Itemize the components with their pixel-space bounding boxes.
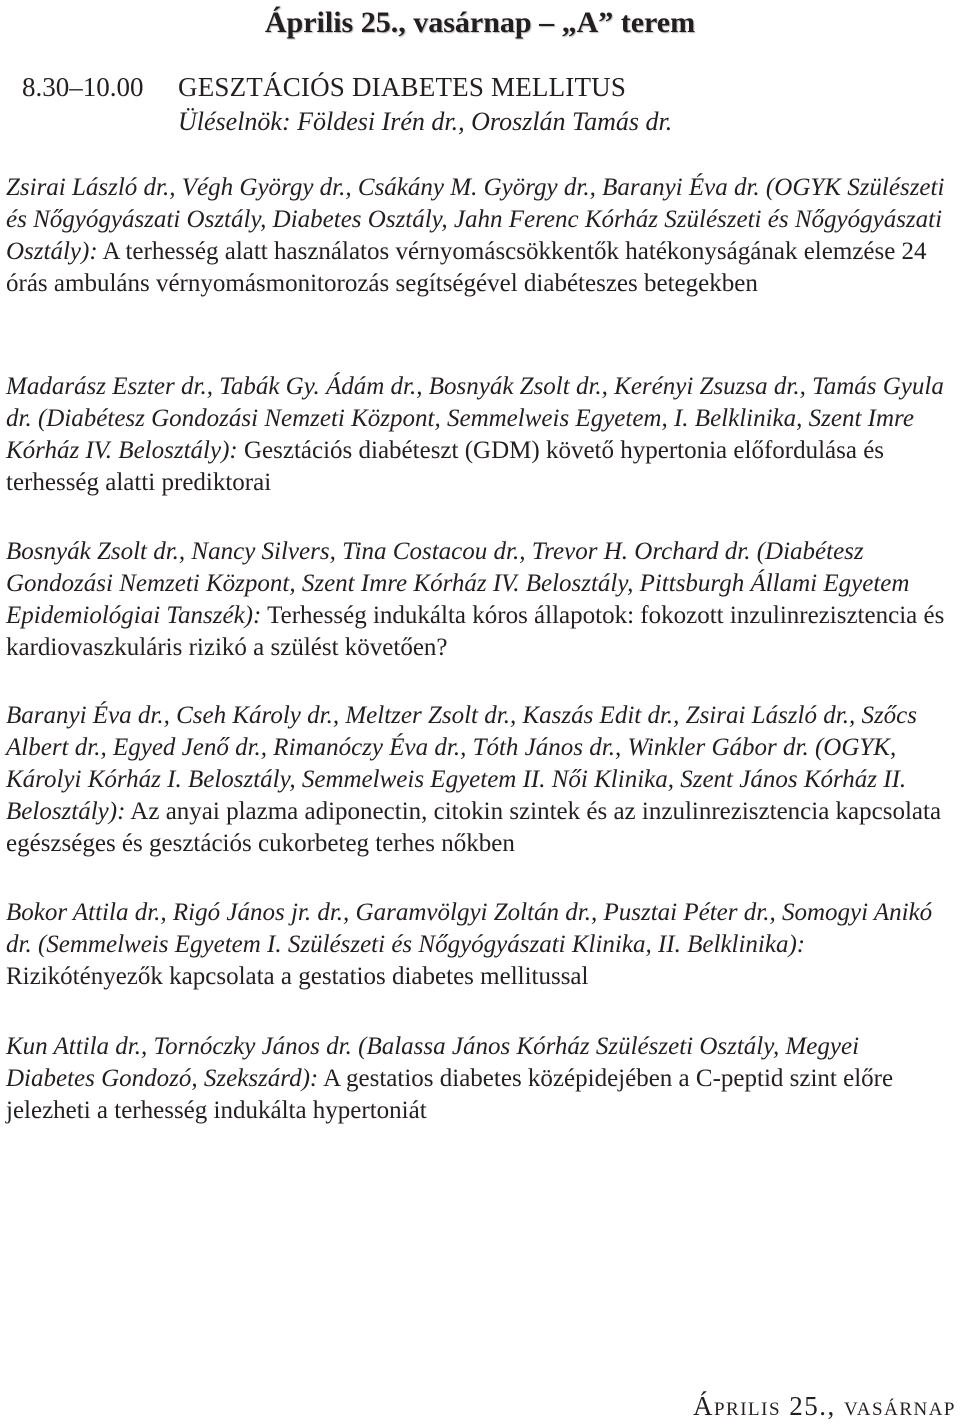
abstract-authors: Madarász Eszter dr., Tabák Gy. Ádám dr., Bosnyák Zsolt dr., Kerényi Zsuzsa dr., Tamás Gyula dr. (Diabétesz Gondozási Nemzeti Központ, Semmelweis Egyetem, I. Belklinika, Szent Imre Kórház IV. Belosztály): xyxy=(6,373,944,464)
abstract-2 xyxy=(6,371,954,499)
abstract-authors: Zsirai László dr., Végh György dr., Csákány M. György dr., Baranyi Éva dr. (OGYK Szülészeti és Nőgyógyászati Osztály, Diabetes Osztály, Jahn Ferenc Kórház Szülészeti és Nőgyógyászati Osztály): xyxy=(6,174,945,265)
abstract-authors: Kun Attila dr., Tornóczky János dr. (Balassa János Kórház Szülészeti Osztály, Megyei Diabetes Gondozó, Szekszárd): xyxy=(6,1033,860,1092)
abstract-title: Terhesség indukálta kóros állapotok: fokozott inzulinrezisztencia és kardiovaszkuláris rizikó a szülést követően? xyxy=(6,602,945,661)
abstract-3 xyxy=(6,536,954,664)
abstract-title: A gestatios diabetes középidejében a C-peptid szint előre jelezheti a terhesség indukálta hypertoniát xyxy=(6,1065,894,1124)
running-head: Április 25., vasárnap xyxy=(692,1391,956,1421)
abstract-authors: Bosnyák Zsolt dr., Nancy Silvers, Tina Costacou dr., Trevor H. Orchard dr. (Diabétesz Gondozási Nemzeti Központ, Szent Imre Kórház IV. Belosztály, Pittsburgh Állami Egyetem Epidemiológiai Tanszék): xyxy=(6,538,910,629)
abstract-5 xyxy=(6,897,954,993)
page-title: Április 25., vasárnap – „A” terem xyxy=(264,6,696,39)
abstract-authors: Baranyi Éva dr., Cseh Károly dr., Meltzer Zsolt dr., Kaszás Edit dr., Zsirai László dr., Szőcs Albert dr., Egyed Jenő dr., Rimanóczy Éva dr., Tóth János dr., Winkler Gábor dr. (OGYK, Károlyi Kórház I. Belosztály, Semmelweis Egyetem II. Női Klinika, Szent János Kórház II. Belosztály): xyxy=(6,702,917,825)
abstract-title: A terhesség alatt használatos vérnyomáscsökkentők hatékonyságának elemzése 24 órás ambuláns vérnyomásmonitorozás segítségével diabéteszes betegekben xyxy=(6,238,927,297)
abstract-4 xyxy=(6,700,954,860)
abstract-6 xyxy=(6,1031,954,1127)
abstract-title: Gesztációs diabéteszt (GDM) követő hypertonia előfordulása és terhesség alatti prediktorai xyxy=(6,437,885,496)
abstract-title: Az anyai plazma adiponectin, citokin szintek és az inzulinrezisztencia kapcsolata egészséges és gesztációs cukorbeteg terhes nőkben xyxy=(6,798,942,857)
abstract-title: Rizikótényezők kapcsolata a gestatios diabetes mellitussal xyxy=(6,963,589,990)
session-title: GESZTÁCIÓS DIABETES MELLITUS xyxy=(178,72,627,102)
session-time: 8.30–10.00 xyxy=(22,72,144,102)
abstract-1 xyxy=(6,172,954,300)
abstract-authors: Bokor Attila dr., Rigó János jr. dr., Garamvölgyi Zoltán dr., Pusztai Péter dr., Somogyi Anikó dr. (Semmelweis Egyetem I. Szülészeti és Nőgyógyászati Klinika, II. Belklinika): xyxy=(6,899,933,958)
session-chairs: Üléselnök: Földesi Irén dr., Oroszlán Tamás dr. xyxy=(178,107,673,136)
